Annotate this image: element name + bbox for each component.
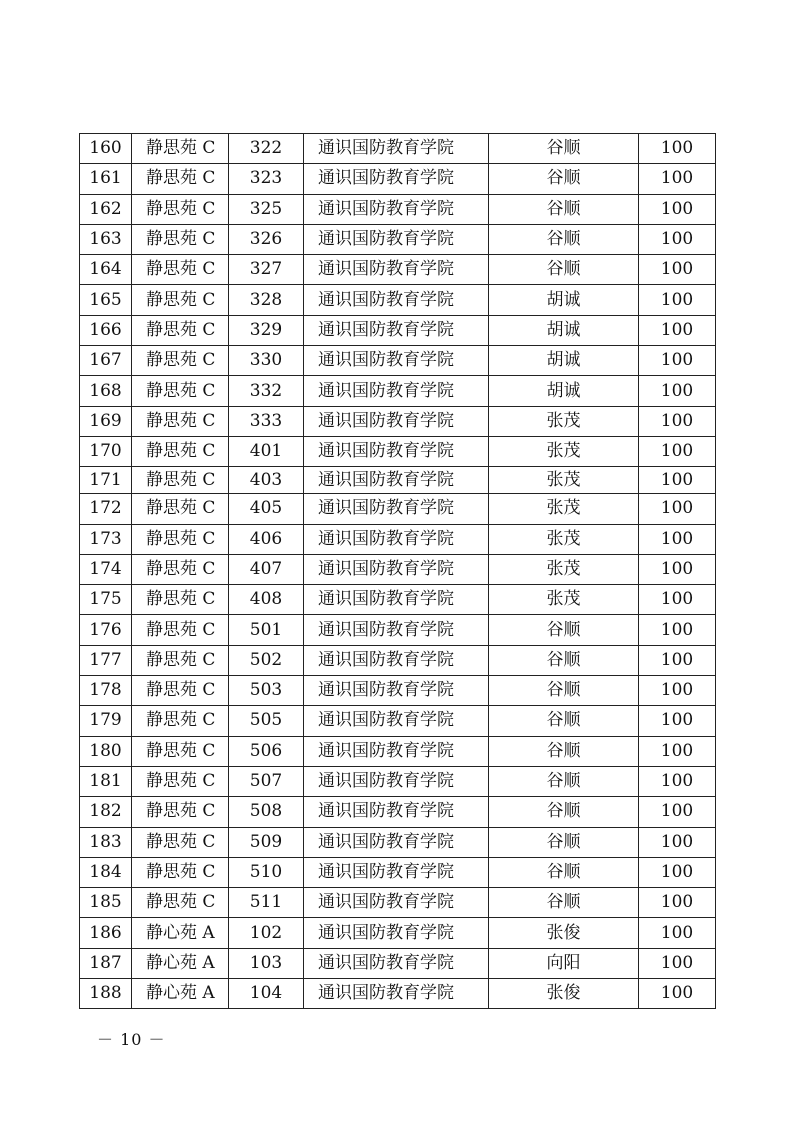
cell-building: 静思苑 C [132,645,229,675]
cell-score: 100 [639,346,716,376]
cell-room: 508 [229,797,304,827]
cell-building: 静思苑 C [132,524,229,554]
table-row [80,494,716,524]
cell-college: 通识国防教育学院 [304,164,489,194]
cell-room: 328 [229,285,304,315]
cell-score: 100 [639,554,716,584]
cell-name: 张茂 [489,585,639,615]
cell-room: 104 [229,979,304,1009]
cell-building: 静思苑 C [132,615,229,645]
cell-building: 静思苑 C [132,436,229,466]
cell-room: 322 [229,134,304,164]
cell-college: 通识国防教育学院 [304,615,489,645]
cell-score: 100 [639,827,716,857]
cell-index: 167 [80,346,132,376]
cell-building: 静思苑 C [132,888,229,918]
cell-index: 169 [80,406,132,436]
cell-score: 100 [639,467,716,494]
cell-room: 325 [229,194,304,224]
cell-room: 510 [229,857,304,887]
cell-name: 张茂 [489,554,639,584]
cell-index: 173 [80,524,132,554]
cell-name: 张茂 [489,524,639,554]
cell-room: 407 [229,554,304,584]
cell-index: 187 [80,948,132,978]
table-row [80,888,716,918]
cell-name: 谷顺 [489,224,639,254]
cell-score: 100 [639,645,716,675]
cell-index: 183 [80,827,132,857]
cell-building: 静心苑 A [132,918,229,948]
table-row [80,554,716,584]
cell-building: 静思苑 C [132,494,229,524]
table-row [80,164,716,194]
cell-room: 408 [229,585,304,615]
table-row [80,315,716,345]
cell-score: 100 [639,255,716,285]
cell-index: 166 [80,315,132,345]
table-row [80,194,716,224]
cell-score: 100 [639,436,716,466]
table-row [80,766,716,796]
cell-building: 静思苑 C [132,766,229,796]
cell-building: 静心苑 A [132,979,229,1009]
cell-college: 通识国防教育学院 [304,285,489,315]
cell-index: 178 [80,676,132,706]
table-row [80,224,716,254]
cell-college: 通识国防教育学院 [304,918,489,948]
cell-name: 谷顺 [489,736,639,766]
cell-building: 静思苑 C [132,224,229,254]
cell-score: 100 [639,134,716,164]
cell-room: 405 [229,494,304,524]
cell-name: 谷顺 [489,827,639,857]
cell-index: 171 [80,467,132,494]
cell-index: 176 [80,615,132,645]
cell-index: 175 [80,585,132,615]
cell-score: 100 [639,888,716,918]
table-row [80,585,716,615]
cell-room: 332 [229,376,304,406]
cell-college: 通识国防教育学院 [304,979,489,1009]
table-row [80,406,716,436]
cell-name: 谷顺 [489,888,639,918]
cell-name: 张茂 [489,436,639,466]
cell-score: 100 [639,194,716,224]
table-body [80,134,716,1009]
cell-index: 170 [80,436,132,466]
cell-room: 511 [229,888,304,918]
cell-name: 张俊 [489,979,639,1009]
cell-room: 403 [229,467,304,494]
table-row [80,255,716,285]
cell-index: 179 [80,706,132,736]
cell-college: 通识国防教育学院 [304,524,489,554]
cell-name: 张俊 [489,918,639,948]
cell-college: 通识国防教育学院 [304,827,489,857]
cell-index: 162 [80,194,132,224]
cell-building: 静思苑 C [132,285,229,315]
cell-score: 100 [639,376,716,406]
cell-college: 通识国防教育学院 [304,494,489,524]
cell-score: 100 [639,736,716,766]
cell-index: 185 [80,888,132,918]
cell-building: 静思苑 C [132,164,229,194]
cell-room: 503 [229,676,304,706]
cell-index: 182 [80,797,132,827]
cell-index: 160 [80,134,132,164]
cell-room: 506 [229,736,304,766]
cell-score: 100 [639,315,716,345]
cell-college: 通识国防教育学院 [304,134,489,164]
cell-name: 谷顺 [489,676,639,706]
cell-name: 张茂 [489,406,639,436]
cell-building: 静思苑 C [132,255,229,285]
table-row [80,706,716,736]
table-row [80,524,716,554]
cell-index: 168 [80,376,132,406]
cell-college: 通识国防教育学院 [304,706,489,736]
cell-index: 161 [80,164,132,194]
cell-building: 静思苑 C [132,554,229,584]
table-row [80,918,716,948]
cell-name: 胡诚 [489,376,639,406]
cell-index: 165 [80,285,132,315]
cell-college: 通识国防教育学院 [304,406,489,436]
cell-room: 501 [229,615,304,645]
cell-name: 谷顺 [489,797,639,827]
cell-college: 通识国防教育学院 [304,797,489,827]
cell-index: 180 [80,736,132,766]
cell-room: 102 [229,918,304,948]
cell-room: 505 [229,706,304,736]
cell-building: 静思苑 C [132,406,229,436]
table-row [80,436,716,466]
cell-name: 谷顺 [489,857,639,887]
table-row [80,797,716,827]
cell-index: 174 [80,554,132,584]
cell-name: 谷顺 [489,645,639,675]
cell-room: 401 [229,436,304,466]
cell-score: 100 [639,857,716,887]
cell-index: 184 [80,857,132,887]
cell-building: 静思苑 C [132,467,229,494]
table-row [80,948,716,978]
cell-index: 163 [80,224,132,254]
table-row [80,827,716,857]
table-row [80,134,716,164]
cell-score: 100 [639,979,716,1009]
cell-name: 张茂 [489,467,639,494]
cell-college: 通识国防教育学院 [304,436,489,466]
table-row [80,285,716,315]
cell-building: 静思苑 C [132,827,229,857]
cell-college: 通识国防教育学院 [304,255,489,285]
cell-name: 谷顺 [489,194,639,224]
cell-score: 100 [639,676,716,706]
cell-score: 100 [639,615,716,645]
cell-name: 胡诚 [489,285,639,315]
cell-score: 100 [639,494,716,524]
table-row [80,645,716,675]
cell-college: 通识国防教育学院 [304,467,489,494]
table-row [80,615,716,645]
cell-college: 通识国防教育学院 [304,888,489,918]
cell-building: 静思苑 C [132,736,229,766]
cell-college: 通识国防教育学院 [304,645,489,675]
cell-building: 静思苑 C [132,134,229,164]
cell-college: 通识国防教育学院 [304,554,489,584]
table-row [80,857,716,887]
cell-score: 100 [639,224,716,254]
cell-name: 胡诚 [489,346,639,376]
cell-score: 100 [639,585,716,615]
table-row [80,676,716,706]
cell-index: 186 [80,918,132,948]
cell-college: 通识国防教育学院 [304,585,489,615]
cell-index: 164 [80,255,132,285]
cell-building: 静思苑 C [132,676,229,706]
cell-room: 509 [229,827,304,857]
cell-name: 谷顺 [489,255,639,285]
cell-index: 181 [80,766,132,796]
cell-building: 静思苑 C [132,194,229,224]
cell-room: 502 [229,645,304,675]
cell-room: 323 [229,164,304,194]
cell-building: 静思苑 C [132,315,229,345]
table-row [80,376,716,406]
cell-room: 507 [229,766,304,796]
cell-score: 100 [639,766,716,796]
table-row [80,346,716,376]
cell-room: 406 [229,524,304,554]
cell-building: 静心苑 A [132,948,229,978]
cell-building: 静思苑 C [132,376,229,406]
cell-score: 100 [639,285,716,315]
cell-score: 100 [639,918,716,948]
cell-room: 333 [229,406,304,436]
table-row [80,979,716,1009]
cell-room: 330 [229,346,304,376]
cell-room: 329 [229,315,304,345]
cell-score: 100 [639,164,716,194]
cell-score: 100 [639,706,716,736]
cell-building: 静思苑 C [132,797,229,827]
cell-name: 谷顺 [489,164,639,194]
cell-name: 谷顺 [489,766,639,796]
cell-room: 327 [229,255,304,285]
cell-name: 谷顺 [489,134,639,164]
cell-room: 103 [229,948,304,978]
cell-college: 通识国防教育学院 [304,315,489,345]
cell-building: 静思苑 C [132,585,229,615]
cell-building: 静思苑 C [132,706,229,736]
cell-college: 通识国防教育学院 [304,948,489,978]
dormitory-table [79,133,716,1009]
table-row [80,467,716,494]
cell-index: 188 [80,979,132,1009]
cell-building: 静思苑 C [132,346,229,376]
table-row [80,736,716,766]
cell-room: 326 [229,224,304,254]
cell-college: 通识国防教育学院 [304,346,489,376]
cell-college: 通识国防教育学院 [304,376,489,406]
cell-college: 通识国防教育学院 [304,194,489,224]
cell-name: 张茂 [489,494,639,524]
cell-college: 通识国防教育学院 [304,736,489,766]
cell-college: 通识国防教育学院 [304,857,489,887]
cell-name: 向阳 [489,948,639,978]
cell-score: 100 [639,524,716,554]
cell-score: 100 [639,948,716,978]
cell-name: 谷顺 [489,706,639,736]
cell-building: 静思苑 C [132,857,229,887]
cell-score: 100 [639,406,716,436]
cell-college: 通识国防教育学院 [304,766,489,796]
cell-college: 通识国防教育学院 [304,224,489,254]
cell-index: 177 [80,645,132,675]
cell-index: 172 [80,494,132,524]
cell-college: 通识国防教育学院 [304,676,489,706]
cell-name: 谷顺 [489,615,639,645]
cell-name: 胡诚 [489,315,639,345]
cell-score: 100 [639,797,716,827]
page-number: － 10 － [97,1030,166,1049]
